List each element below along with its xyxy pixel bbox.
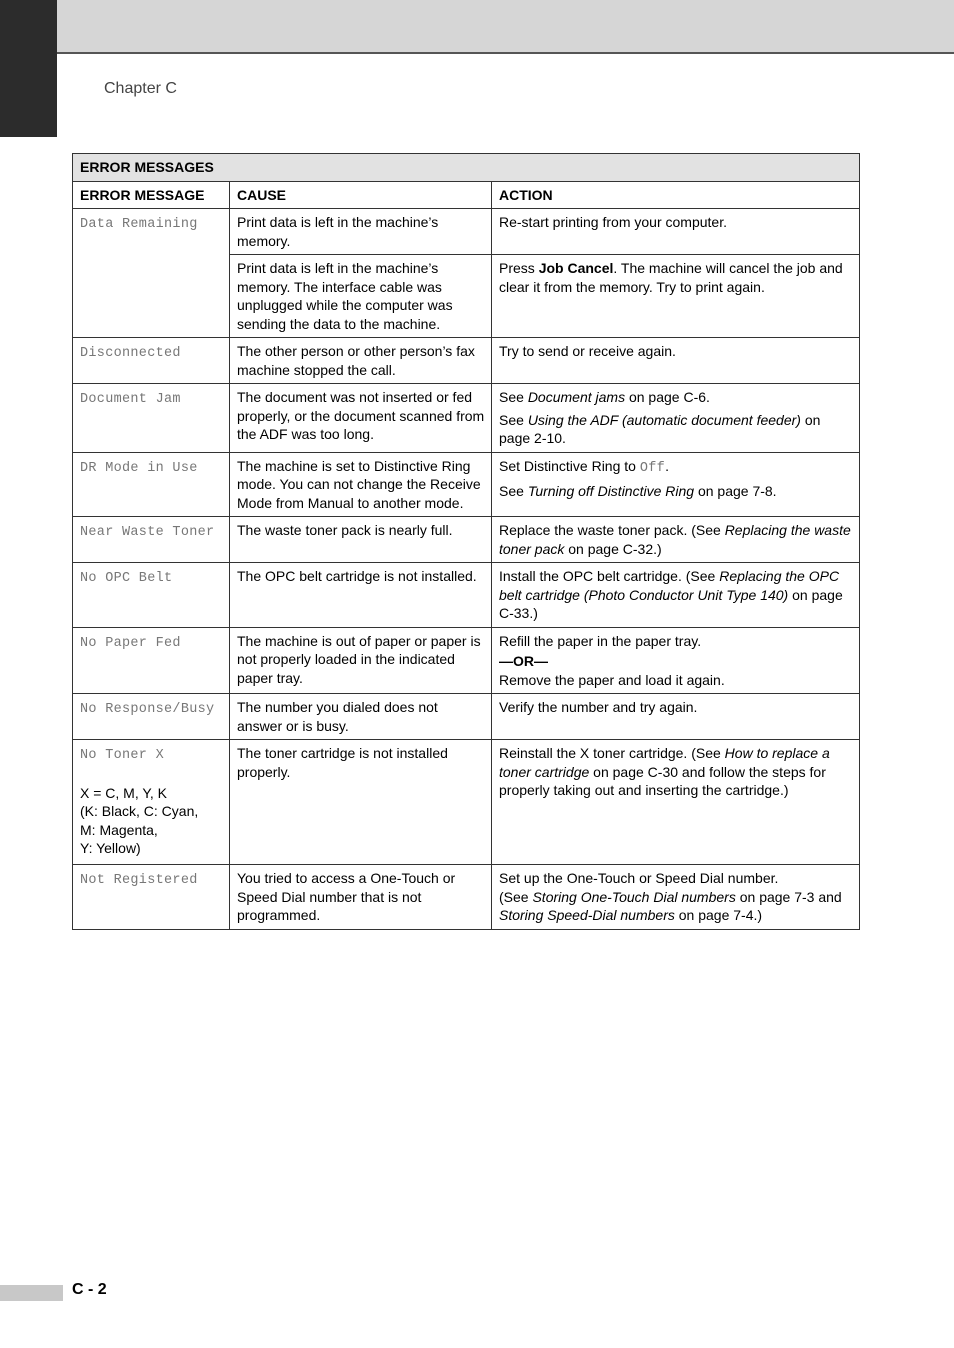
action-cell xyxy=(492,255,860,338)
cause-cell: The waste toner pack is nearly full. xyxy=(230,517,492,563)
action-text: on page C-32.) xyxy=(564,540,662,557)
error-code: Data Remaining xyxy=(80,217,198,232)
error-code: No OPC Belt xyxy=(80,571,173,586)
action-text: (See xyxy=(499,888,533,905)
action-cell xyxy=(492,865,860,930)
cause-cell: The machine is set to Distinctive Ring mode. You can not change the Receive Mode from Manual to another mode. xyxy=(230,452,492,517)
page-number: C - 2 xyxy=(72,1281,107,1298)
error-message-cell xyxy=(73,627,230,694)
note-line: (K: Black, C: Cyan, xyxy=(80,803,199,819)
note-line: Y: Yellow) xyxy=(80,840,141,856)
table-title: ERROR MESSAGES xyxy=(73,154,860,182)
action-cell xyxy=(492,563,860,628)
cause-cell: Print data is left in the machine’s memory. The interface cable was unplugged while the computer was sending the data to the machine. xyxy=(230,255,492,338)
error-messages-table xyxy=(72,153,860,930)
action-cell xyxy=(492,384,860,453)
cause-cell: The number you dialed does not answer or is busy. xyxy=(230,694,492,740)
or-separator: —OR— xyxy=(499,653,548,669)
cause-cell: You tried to access a One-Touch or Speed Dial number that is not programmed. xyxy=(230,865,492,930)
table-header-row xyxy=(73,181,860,209)
error-code: No Response/Busy xyxy=(80,702,215,717)
error-code: Disconnected xyxy=(80,346,181,361)
action-cell: Re-start printing from your computer. xyxy=(492,209,860,255)
action-paragraph: Set up the One-Touch or Speed Dial number. xyxy=(499,870,779,886)
cause-cell: The other person or other person’s fax machine stopped the call. xyxy=(230,338,492,384)
error-message-cell xyxy=(73,517,230,563)
error-code: Document Jam xyxy=(80,392,181,407)
error-message-cell xyxy=(73,452,230,517)
table-row xyxy=(73,563,860,628)
error-message-cell xyxy=(73,563,230,628)
action-text: See xyxy=(499,389,528,405)
error-message-cell xyxy=(73,338,230,384)
chapter-tab-marker xyxy=(0,0,57,137)
error-code: Near Waste Toner xyxy=(80,525,215,540)
action-text: Press xyxy=(499,260,539,276)
error-message-cell xyxy=(73,740,230,865)
cause-cell: The toner cartridge is not installed properly. xyxy=(230,740,492,865)
table-row xyxy=(73,694,860,740)
action-cell: Try to send or receive again. xyxy=(492,338,860,384)
action-text: on page 7-4.) xyxy=(674,907,763,923)
action-text: on page C-6. xyxy=(625,389,710,405)
action-text: on page 7-3 and xyxy=(735,888,842,905)
action-cell xyxy=(492,740,860,865)
action-text: Install the OPC belt cartridge. (See xyxy=(499,568,720,584)
action-text: Reinstall the X toner cartridge. (See xyxy=(499,745,725,761)
table-row xyxy=(73,209,860,255)
table-row xyxy=(73,452,860,517)
key-name-job-cancel: Job Cancel xyxy=(538,260,614,276)
action-paragraph: Remove the paper and load it again. xyxy=(499,671,725,688)
footer-bar xyxy=(0,1285,63,1301)
action-text: on page C-33.) xyxy=(499,586,843,621)
action-cell: Verify the number and try again. xyxy=(492,694,860,740)
cross-reference: How to replace a toner cartridge xyxy=(499,745,830,780)
table-row xyxy=(73,627,860,694)
table-row xyxy=(73,384,860,453)
cross-reference: Storing One-Touch Dial numbers xyxy=(532,888,736,905)
action-text: on page 7-8. xyxy=(694,483,777,499)
table-title-row xyxy=(73,154,860,182)
action-text: See xyxy=(499,483,528,499)
column-header-error-message: ERROR MESSAGE xyxy=(73,181,230,209)
action-cell xyxy=(492,452,860,517)
action-text: . The machine will cancel the job and clear it from the memory. Try to print again. xyxy=(499,260,843,295)
error-message-cell xyxy=(73,694,230,740)
chapter-label: Chapter C xyxy=(104,80,177,97)
error-code: No Toner X xyxy=(80,748,165,763)
cause-cell: The document was not inserted or fed properly, or the document scanned from the ADF was too long. xyxy=(230,384,492,453)
header-band xyxy=(57,0,954,54)
error-message-cell xyxy=(73,865,230,930)
error-code: No Paper Fed xyxy=(80,635,181,651)
error-message-cell xyxy=(73,209,230,338)
action-text: Replace the waste toner pack. (See xyxy=(499,522,725,538)
error-code: DR Mode in Use xyxy=(80,460,198,476)
cross-reference: Storing Speed-Dial numbers xyxy=(499,907,675,923)
action-text: Set Distinctive Ring to xyxy=(499,457,640,474)
action-text: See xyxy=(499,411,528,428)
note-line: X = C, M, Y, K xyxy=(80,784,168,801)
column-header-action: ACTION xyxy=(492,181,860,209)
table-row xyxy=(73,338,860,384)
action-text: on page C-30 and follow the steps for properly taking out and inserting the cartridge.) xyxy=(499,763,826,798)
cause-cell: The OPC belt cartridge is not installed. xyxy=(230,563,492,628)
cross-reference: Using the ADF (automatic document feeder) xyxy=(527,411,801,428)
cross-reference: Turning off Distinctive Ring xyxy=(527,483,695,499)
action-paragraph xyxy=(499,482,853,501)
note-line: M: Magenta, xyxy=(80,821,158,838)
action-paragraph xyxy=(499,388,853,407)
table-row xyxy=(73,865,860,930)
setting-value: Off xyxy=(639,460,666,476)
error-message-cell xyxy=(73,384,230,453)
cross-reference: Replacing the waste toner pack xyxy=(499,522,851,557)
action-cell xyxy=(492,627,860,694)
table-row xyxy=(73,517,860,563)
action-text: . xyxy=(665,457,669,474)
action-paragraph: Refill the paper in the paper tray. xyxy=(499,632,702,649)
cross-reference: Document jams xyxy=(527,389,626,405)
action-paragraph xyxy=(499,411,853,448)
toner-color-note xyxy=(80,784,223,858)
cross-reference: Replacing the OPC belt cartridge (Photo Conductor Unit Type 140) xyxy=(499,568,840,603)
action-paragraph xyxy=(499,457,853,479)
action-text: on page 2-10. xyxy=(499,411,821,446)
column-header-cause: CAUSE xyxy=(230,181,492,209)
error-code: Not Registered xyxy=(80,873,198,888)
cause-cell: Print data is left in the machine’s memory. xyxy=(230,209,492,255)
table-row xyxy=(73,740,860,865)
cause-cell: The machine is out of paper or paper is not properly loaded in the indicated paper tray. xyxy=(230,627,492,694)
action-paragraph xyxy=(499,888,853,925)
action-cell xyxy=(492,517,860,563)
